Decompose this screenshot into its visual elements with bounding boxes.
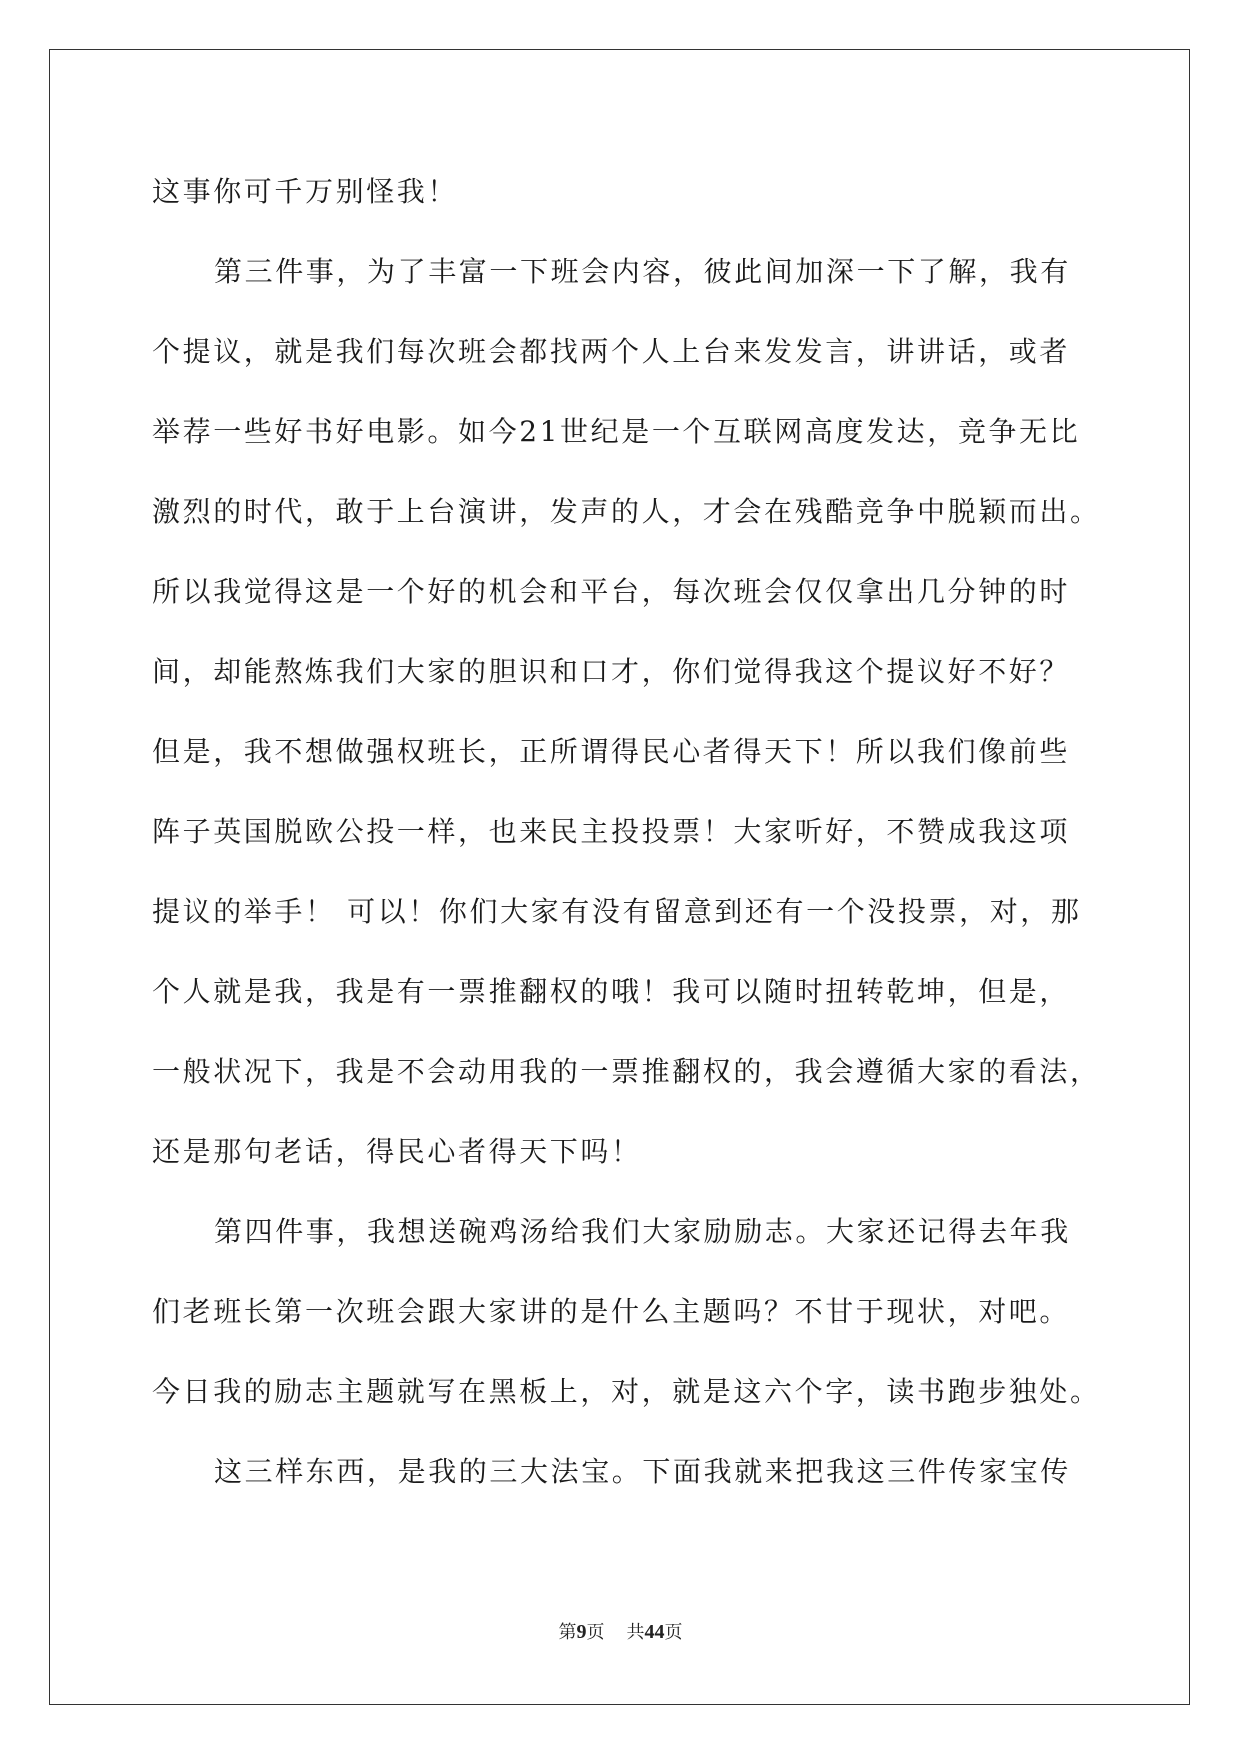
text-line: 激烈的时代，敢于上台演讲，发声的人，才会在残酷竞争中脱颖而出。 [152, 495, 1101, 528]
text-line: 但是，我不想做强权班长，正所谓得民心者得天下！所以我们像前些 [152, 735, 1071, 768]
total-prefix: 共 [626, 1622, 645, 1643]
page-prefix: 第 [558, 1622, 577, 1643]
text-line: 还是那句老话，得民心者得天下吗！ [152, 1135, 642, 1168]
text-line: 这事你可千万别怪我！ [152, 175, 459, 208]
text-line: 这三样东西，是我的三大法宝。下面我就来把我这三件传家宝传 [214, 1455, 1071, 1488]
text-line: 第三件事，为了丰富一下班会内容，彼此间加深一下了解，我有 [214, 255, 1071, 288]
page-footer [0, 1618, 1241, 1644]
total-suffix: 页 [664, 1622, 683, 1643]
page-number: 9 [576, 1621, 587, 1643]
text-line: 阵子英国脱欧公投一样，也来民主投投票！大家听好，不赞成我这项 [152, 815, 1071, 848]
document-body [152, 152, 1101, 1512]
text-line: 提议的举手！ 可以！你们大家有没有留意到还有一个没投票，对，那 [152, 895, 1082, 928]
page-suffix: 页 [586, 1622, 605, 1643]
total-pages: 44 [644, 1621, 665, 1643]
text-line: 今日我的励志主题就写在黑板上，对，就是这六个字，读书跑步独处。 [152, 1375, 1101, 1408]
text-line: 所以我觉得这是一个好的机会和平台，每次班会仅仅拿出几分钟的时 [152, 575, 1071, 608]
text-line: 个提议，就是我们每次班会都找两个人上台来发发言，讲讲话，或者 [152, 335, 1071, 368]
text-line: 第四件事，我想送碗鸡汤给我们大家励励志。大家还记得去年我 [214, 1215, 1071, 1248]
text-line: 间，却能熬炼我们大家的胆识和口才，你们觉得我这个提议好不好？ [152, 655, 1071, 688]
text-line: 个人就是我，我是有一票推翻权的哦！我可以随时扭转乾坤，但是， [152, 975, 1071, 1008]
text-line: 们老班长第一次班会跟大家讲的是什么主题吗？不甘于现状，对吧。 [152, 1295, 1071, 1328]
text-line: 举荐一些好书好电影。如今21世纪是一个互联网高度发达，竞争无比 [152, 415, 1081, 448]
text-line: 一般状况下，我是不会动用我的一票推翻权的，我会遵循大家的看法， [152, 1055, 1101, 1088]
